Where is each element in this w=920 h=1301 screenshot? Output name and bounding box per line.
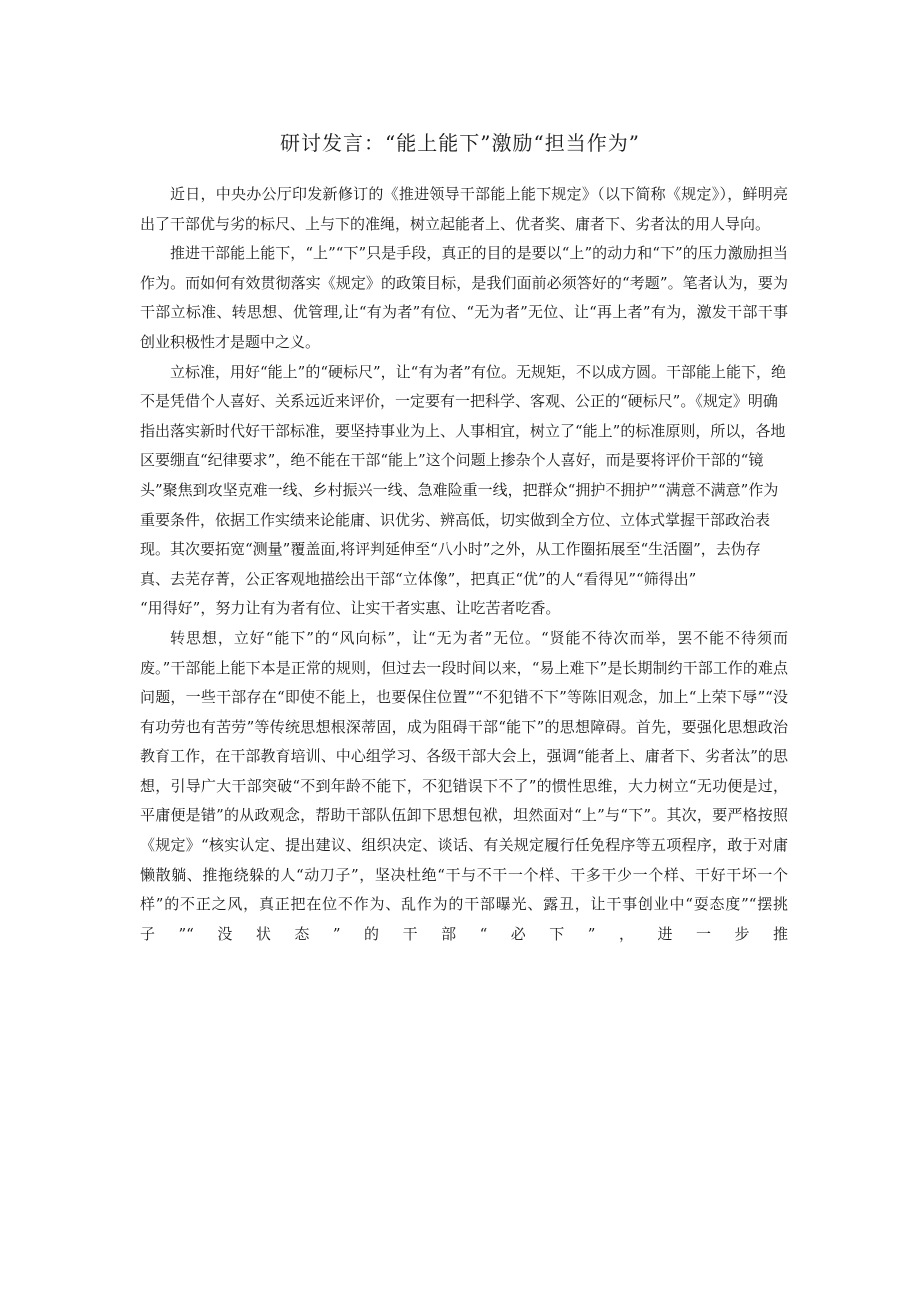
- paragraph-purpose: 推进干部能上能下，“上”“下”只是手段，真正的目的是要以“上”的动力和“下”的压力激励担当作为。而如何有效贯彻落实《规定》的政策目标，是我们面前必须答好的“考题”。笔者认为，要为干部立标准、转思想、优管理,让“有为者”有位、“无为者”无位、让“再上者”有为，激发干部干事创业积极性才是题中之义。: [140, 244, 788, 351]
- paragraph-mindset: 转思想，立好“能下”的“风向标”，让“无为者”无位。“贤能不待次而举，罢不能不待须而废。”干部能上能下本是正常的规则，但过去一段时间以来，“易上难下”是长期制约干部工作的难点问题，一些干部存在“即使不能上，也要保住位置”“不犯错不下”等陈旧观念，加上“上荣下辱”“没有功劳也有苦劳”等传统思想根深蒂固，成为阻碍干部“能下”的思想障碍。首先，要强化思想政治教育工作，在干部教育培训、中心组学习、各级干部大会上，强调“能者上、庸者下、劣者汰”的思想，引导广大干部突破“不到年龄不能下，不犯错误下不了”的惯性思维，大力树立“无功便是过，平庸便是错”的从政观念，帮助干部队伍卸下思想包袱，坦然面对“上”与“下”。其次，要严格按照《规定》“核实认定、提出建议、组织决定、谈话、有关规定履行任免程序等五项程序，敢于对庸懒散躺、推拖绕躲的人“动刀子”，坚决杜绝“干与不干一个样、干多干少一个样、干好干坏一个样”的不正之风，真正把在位不作为、乱作为的干部曝光、露丑，让干事创业中“耍态度”“摆挑子”“没状态”的干部“必下”，进一步推: [140, 628, 788, 943]
- paragraph-standards: 立标准，用好“能上”的“硬标尺”，让“有为者”有位。无规矩，不以成方圆。干部能上能下，绝不是凭借个人喜好、关系远近来评价，一定要有一把科学、客观、公正的“硬标尺”。《规定》明确指出落实新时代好干部标准，要坚持事业为上、人事相宜，树立了“能上”的标准原则，所以，各地区要绷直“纪律要求”，绝不能在干部“能上”这个问题上掺杂个人喜好，而是要将评价干部的“镜头”聚焦到攻坚克难一线、乡村振兴一线、急难险重一线，把群众“拥护不拥护”“满意不满意”作为重要条件，依据工作实绩来论能庸、识优劣、辨高低，切实做到全方位、立体式掌握干部政治表现。其次要拓宽“测量”覆盖面,将评判延伸至“八小时”之外，从工作圈拓展至“生活圈”，去伪存真、去芜存菁，公正客观地描绘出干部“立体像”，把真正“优”的人“看得见”“筛得出”: [140, 362, 787, 588]
- document-title: 研讨发言：“能上能下”激励“担当作为”: [280, 131, 640, 155]
- paragraph-standards-continued: “用得好”，努力让有为者有位、让实干者实惠、让吃苦者吃香。: [140, 599, 561, 618]
- document-body: [140, 180, 788, 949]
- paragraph-intro: 近日，中央办公厅印发新修订的《推进领导干部能上能下规定》（以下简称《规定》），鲜明亮出了干部优与劣的标尺、上与下的准绳，树立起能者上、优者奖、庸者下、劣者汰的用人导向。: [140, 185, 788, 233]
